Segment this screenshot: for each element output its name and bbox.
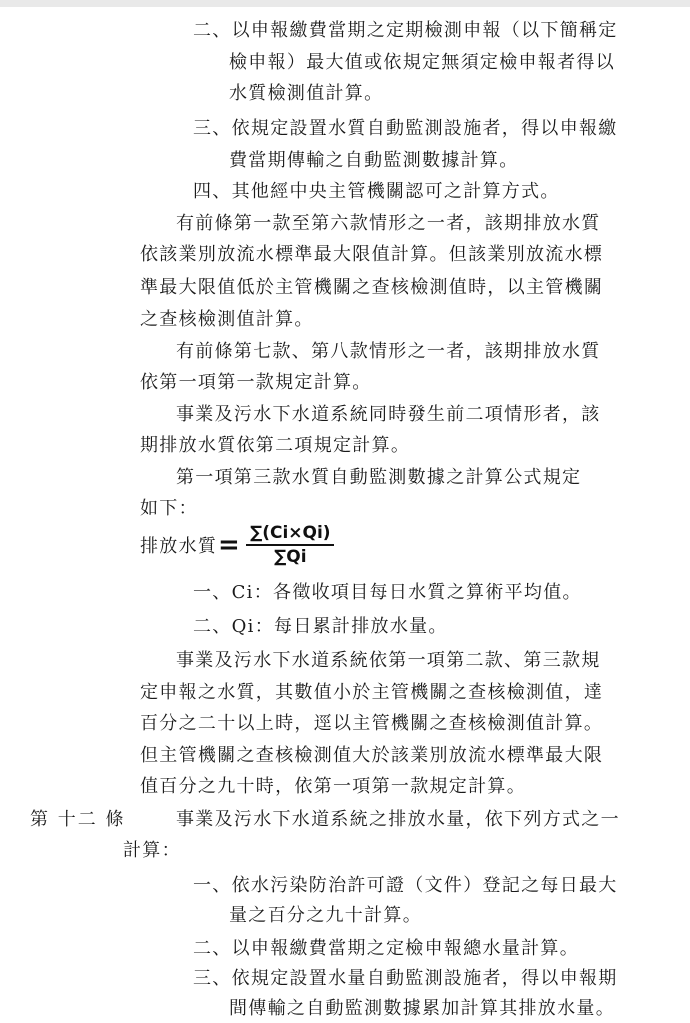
text-line: 事業及污水下水道系統依第一項第二款、第三款規 bbox=[176, 650, 601, 671]
text-line: 依該業別放流水標準最大限值計算。但該業別放流水標 bbox=[140, 244, 604, 265]
text-line: 三、依規定設置水量自動監測設施者，得以申報期 bbox=[193, 968, 618, 989]
formula-equals-sign: = bbox=[218, 530, 240, 560]
text-line: 但主管機關之查核檢測值大於該業別放流水標準最大限 bbox=[140, 745, 604, 766]
formula-numerator: ∑(Ci×Qi) bbox=[250, 523, 331, 543]
text-line: 第一項第三款水質自動監測數據之計算公式規定 bbox=[176, 467, 582, 488]
text-line: 事業及污水下水道系統之排放水量，依下列方式之一 bbox=[176, 809, 620, 830]
text-line: 量之百分之九十計算。 bbox=[229, 905, 422, 926]
text-line: 間傳輸之自動監測數據累加計算其排放水量。 bbox=[229, 998, 615, 1019]
text-line: 有前條第七款、第八款情形之一者，該期排放水質 bbox=[176, 341, 601, 362]
text-line: 一、依水污染防治許可證（文件）登記之每日最大 bbox=[193, 875, 618, 896]
text-line: 之查核檢測值計算。 bbox=[140, 309, 314, 330]
top-edge-bar bbox=[0, 0, 690, 7]
text-line: 準最大限值低於主管機關之查核檢測值時，以主管機關 bbox=[140, 277, 604, 298]
article-number: 第 十二 條 bbox=[30, 809, 126, 830]
text-line: 計算： bbox=[123, 840, 181, 861]
text-line: 一、Ci：各徵收項目每日水質之算術平均值。 bbox=[193, 582, 582, 603]
text-line: 三、依規定設置水質自動監測設施者，得以申報繳 bbox=[193, 118, 618, 139]
text-line: 有前條第一款至第六款情形之一者，該期排放水質 bbox=[176, 213, 601, 234]
formula-fraction bbox=[246, 522, 335, 568]
text-line: 事業及污水下水道系統同時發生前二項情形者，該 bbox=[176, 404, 601, 425]
text-line: 定申報之水質，其數值小於主管機關之查核檢測值，達 bbox=[140, 682, 604, 703]
text-line: 四、其他經中央主管機關認可之計算方式。 bbox=[193, 181, 560, 202]
formula-denominator: ∑Qi bbox=[274, 547, 307, 567]
text-line: 二、Qi：每日累計排放水量。 bbox=[193, 616, 448, 637]
formula-label: 排放水質 bbox=[140, 536, 218, 557]
text-line: 依第一項第一款規定計算。 bbox=[140, 372, 372, 393]
text-line: 值百分之九十時，依第一項第一款規定計算。 bbox=[140, 776, 526, 797]
text-line: 二、以申報繳費當期之定檢申報總水量計算。 bbox=[193, 938, 579, 959]
text-line: 檢申報）最大值或依規定無須定檢申報者得以 bbox=[229, 52, 615, 73]
text-line: 水質檢測值計算。 bbox=[229, 83, 384, 104]
text-line: 百分之二十以上時，逕以主管機關之查核檢測值計算。 bbox=[140, 713, 604, 734]
text-line: 如下： bbox=[140, 498, 198, 519]
text-line: 二、以申報繳費當期之定期檢測申報（以下簡稱定 bbox=[193, 20, 618, 41]
text-line: 費當期傳輸之自動監測數據計算。 bbox=[229, 150, 519, 171]
text-line: 期排放水質依第二項規定計算。 bbox=[140, 435, 411, 456]
